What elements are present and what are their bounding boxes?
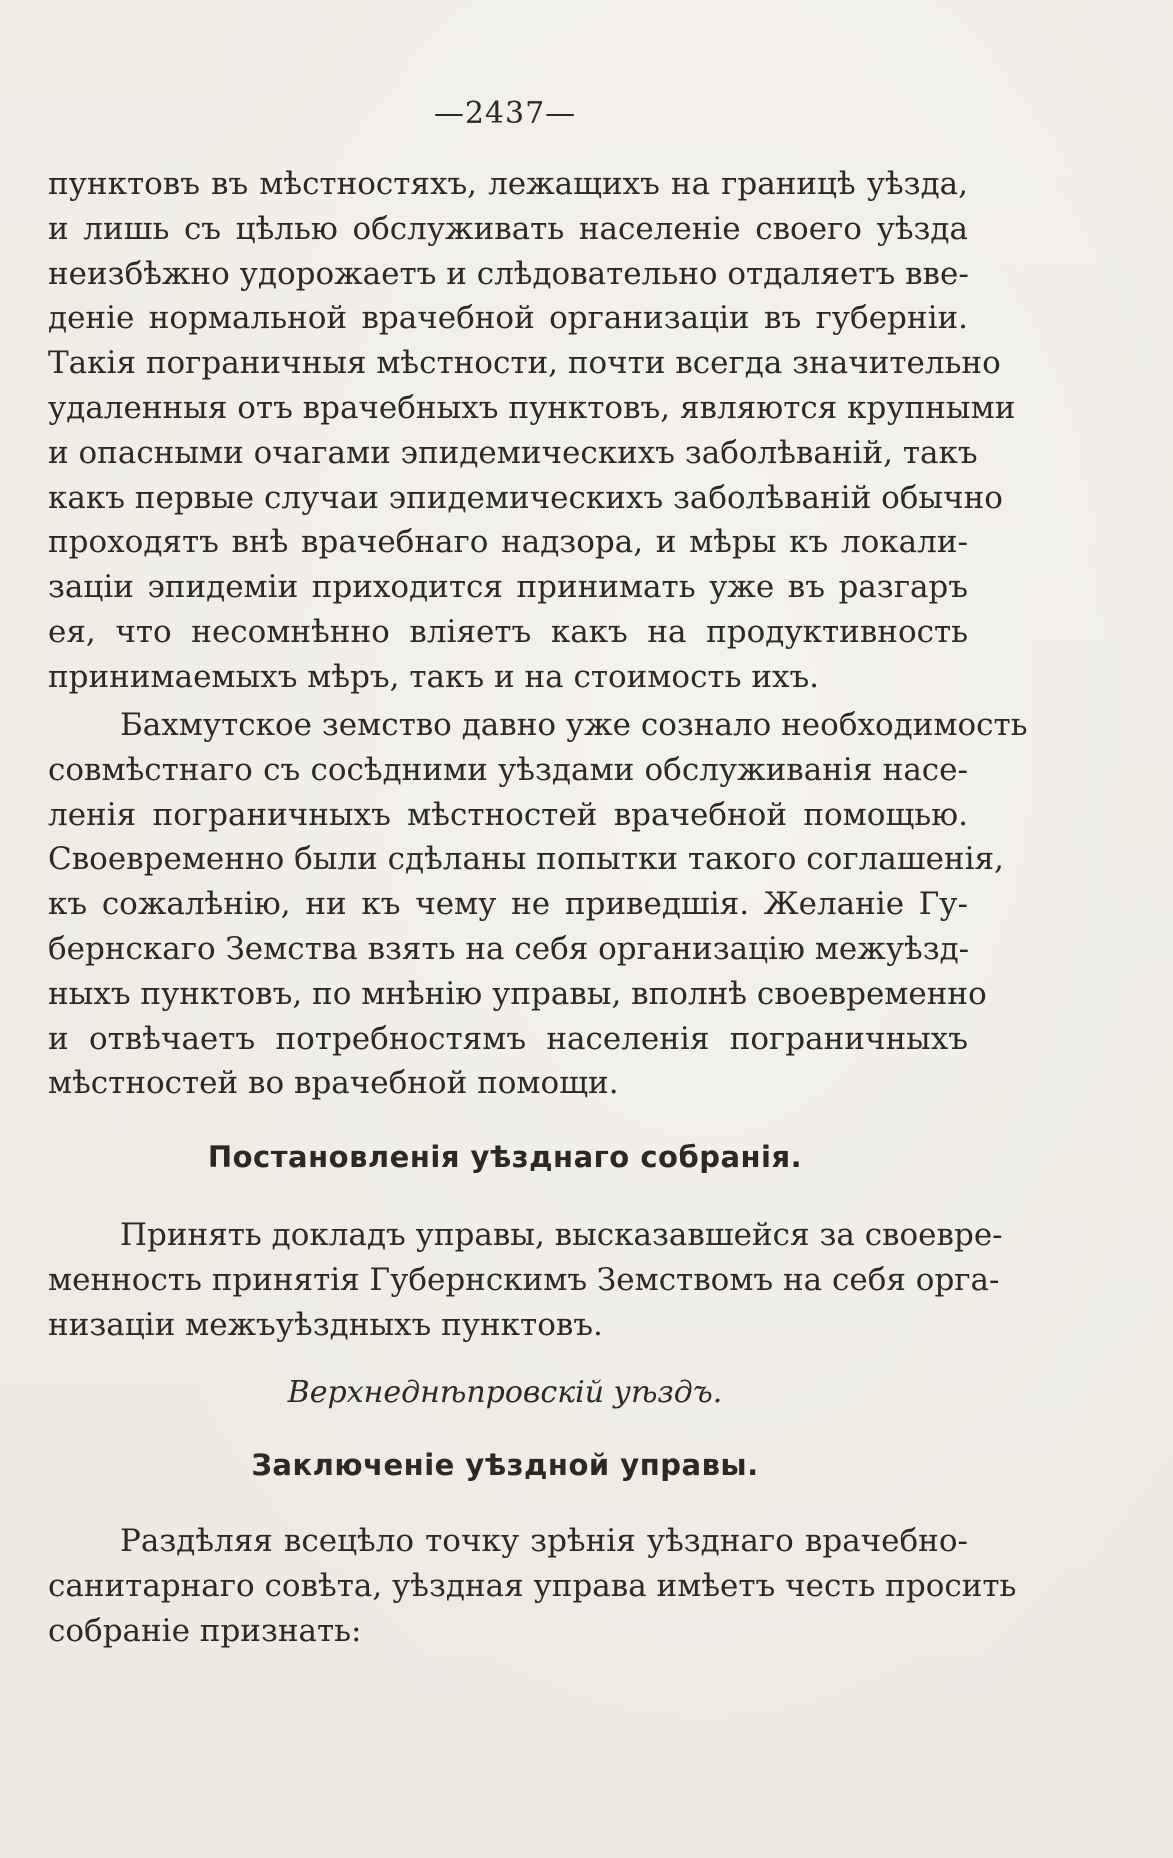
- text-line: санитарнаго совѣта, уѣздная управа имѣетъ честь просить: [48, 1567, 1017, 1604]
- text-line: заціи эпидеміи приходится принимать уже въ разгаръ: [48, 569, 968, 606]
- paragraph-2: [48, 703, 1028, 1106]
- text-line: къ сожалѣнію, ни къ чему не приведшія. Желаніе Гу-: [48, 886, 968, 923]
- text-line: какъ первые случаи эпидемическихъ заболѣваній обычно: [48, 479, 1003, 516]
- text-line: собраніе признать:: [48, 1612, 362, 1649]
- text-line: менность принятія Губернскимъ Земствомъ на себя орга-: [48, 1261, 1000, 1298]
- section-heading: Заключеніе уѣздной управы.: [251, 1448, 759, 1482]
- section-heading: Постановленія уѣзднаго собранія.: [207, 1140, 803, 1174]
- text-line: Бахмутское земство давно уже сознало необходимость: [120, 707, 1028, 743]
- text-line: деніе нормальной врачебной организаціи въ губерніи.: [48, 300, 968, 337]
- text-line: пунктовъ въ мѣстностяхъ, лежащихъ на границѣ уѣзда,: [48, 166, 968, 202]
- text-line: ныхъ пунктовъ, по мнѣнію управы, вполнѣ своевременно: [48, 975, 987, 1012]
- text-line: и отвѣчаетъ потребностямъ населенія пограничныхъ: [48, 1020, 968, 1057]
- text-line: совмѣстнаго съ сосѣдними уѣздами обслуживанія насе-: [48, 751, 968, 788]
- paragraph-3: [48, 1213, 1003, 1347]
- text-line: проходятъ внѣ врачебнаго надзора, и мѣры къ локали-: [48, 524, 968, 561]
- text-line: удаленныя отъ врачебныхъ пунктовъ, являются крупными: [48, 389, 1016, 426]
- text-line: низаціи межъуѣздныхъ пунктовъ.: [48, 1306, 603, 1343]
- paragraph-1: [48, 162, 1016, 700]
- text-line: принимаемыхъ мѣръ, такъ и на стоимость ихъ.: [48, 658, 820, 695]
- text-line: Принять докладъ управы, высказавшейся за своевре-: [120, 1217, 1003, 1253]
- text-line: ея, что несомнѣнно вліяетъ какъ на продуктивность: [48, 613, 968, 650]
- text-line: бернскаго Земства взять на себя организацію межуѣзд-: [48, 930, 970, 967]
- text-line: и лишь съ цѣлью обслуживать населеніе своего уѣзда: [48, 210, 968, 247]
- text-line: Своевременно были сдѣланы попытки такого соглашенія,: [48, 841, 1004, 878]
- text-line: неизбѣжно удорожаетъ и слѣдовательно отдаляетъ вве-: [48, 255, 969, 292]
- text-line: и опасными очагами эпидемическихъ заболѣваній, такъ: [48, 434, 978, 471]
- text-line: мѣстностей во врачебной помощи.: [48, 1065, 619, 1102]
- text-line: Такія пограничныя мѣстности, почти всегда значительно: [48, 345, 1001, 382]
- text-line: ленія пограничныхъ мѣстностей врачебной помощью.: [48, 796, 968, 833]
- paragraph-4: [48, 1519, 1017, 1653]
- text-line: Раздѣляя всецѣло точку зрѣнія уѣзднаго врачебно-: [120, 1523, 968, 1559]
- district-title: Верхнеднѣпровскій уѣздъ.: [287, 1375, 723, 1410]
- page-number: —2437—: [433, 96, 577, 131]
